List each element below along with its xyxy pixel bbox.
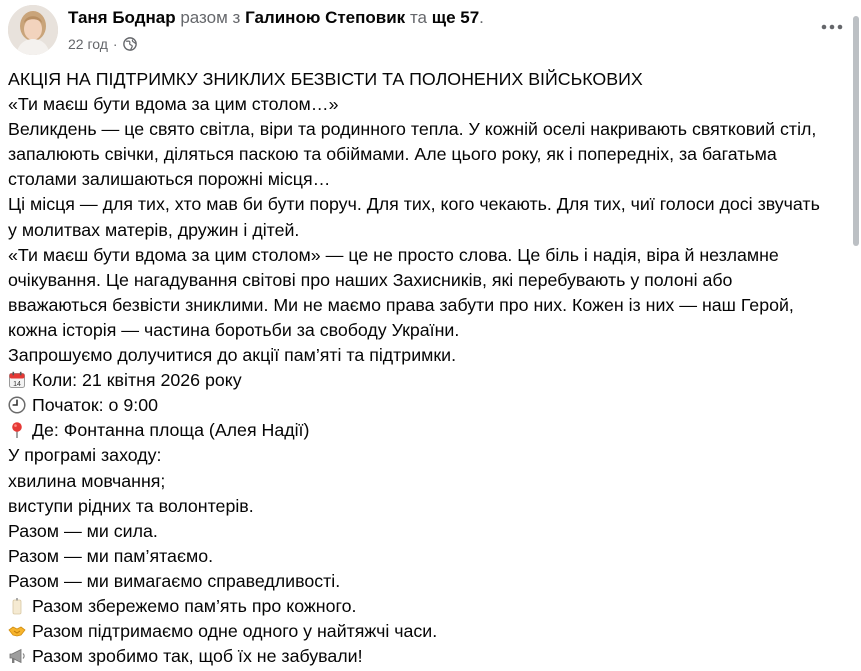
more-horizontal-icon bbox=[821, 24, 843, 30]
pin-icon bbox=[8, 421, 26, 439]
tagged-person[interactable]: Галиною Степовик bbox=[245, 8, 406, 27]
post-header bbox=[0, 0, 861, 64]
post-line: запалюють свічки, діляться паскою та обіймами. Але цього року, як і попередніх, за багатьма bbox=[8, 144, 777, 165]
closing-text: Разом зробимо так, щоб їх не забували! bbox=[32, 646, 363, 667]
candle-icon bbox=[8, 597, 26, 615]
post-line: Запрошуємо долучитися до акції пам’яті та підтримки. bbox=[8, 345, 457, 366]
handshake-icon bbox=[8, 622, 26, 640]
post-meta bbox=[68, 36, 137, 52]
meta-separator: · bbox=[112, 36, 118, 52]
closing-line bbox=[8, 644, 853, 669]
post-line: Ці місця — для тих, хто мав би бути поруч. Для тих, кого чекають. Для тих, чиї голоси досі звучать bbox=[8, 194, 820, 215]
detail-where-text: Де: Фонтанна площа (Алея Надії) bbox=[32, 420, 310, 441]
detail-start-text: Початок: о 9:00 bbox=[32, 395, 158, 416]
detail-when-text: Коли: 21 квітня 2026 року bbox=[32, 370, 242, 391]
post-body bbox=[8, 67, 853, 669]
post-line: вважаються безвісти зниклими. Ми не маємо права забути про них. Кожен із них — наш Герой, bbox=[8, 294, 794, 315]
program-line: виступи рідних та волонтерів. bbox=[8, 495, 254, 516]
avatar-image bbox=[8, 5, 58, 55]
post-title: АКЦІЯ НА ПІДТРИМКУ ЗНИКЛИХ БЕЗВІСТИ ТА ПОЛОНЕНИХ ВІЙСЬКОВИХ bbox=[8, 69, 643, 89]
scrollbar[interactable] bbox=[851, 0, 861, 671]
and-text: та bbox=[409, 8, 427, 27]
closing-text: Разом підтримаємо одне одного у найтяжчі часи. bbox=[32, 621, 438, 642]
author-name[interactable]: Таня Боднар bbox=[68, 8, 176, 27]
post-line: «Ти маєш бути вдома за цим столом» — це не просто слова. Це біль і надія, віра й незламне bbox=[8, 244, 779, 265]
clock-icon bbox=[8, 396, 26, 414]
post-line: столами залишаються порожні місця… bbox=[8, 169, 331, 190]
period: . bbox=[479, 8, 484, 27]
detail-where bbox=[8, 418, 853, 443]
post-line: у молитвах матерів, дружин і дітей. bbox=[8, 219, 300, 240]
author-line bbox=[68, 8, 484, 28]
post-line: очікування. Це нагадування світові про наших Захисників, які перебувають у полоні або bbox=[8, 269, 733, 290]
program-line: Разом — ми сила. bbox=[8, 520, 158, 541]
closing-line bbox=[8, 594, 853, 619]
detail-when bbox=[8, 368, 853, 393]
program-line: Разом — ми вимагаємо справедливості. bbox=[8, 570, 341, 591]
closing-line bbox=[8, 619, 853, 644]
post-line: Великдень — це свято світла, віри та родинного тепла. У кожній оселі накривають святковий стіл, bbox=[8, 119, 817, 140]
closing-text: Разом збережемо пам’ять про кожного. bbox=[32, 595, 357, 616]
calendar-icon bbox=[8, 371, 26, 389]
megaphone-icon bbox=[8, 647, 26, 665]
with-text: разом з bbox=[180, 8, 241, 27]
avatar[interactable] bbox=[8, 5, 58, 55]
globe-icon[interactable] bbox=[123, 37, 137, 51]
others-link[interactable]: ще 57 bbox=[431, 8, 480, 27]
detail-start bbox=[8, 393, 853, 418]
scrollbar-thumb[interactable] bbox=[853, 16, 859, 246]
more-options-button[interactable] bbox=[819, 14, 845, 40]
program-line: Разом — ми пам’ятаємо. bbox=[8, 545, 214, 566]
post-line: «Ти маєш бути вдома за цим столом…» bbox=[8, 94, 339, 115]
svg-text:14: 14 bbox=[13, 381, 21, 389]
timestamp[interactable]: 22 год bbox=[68, 36, 108, 52]
post-line: кожна історія — частина боротьби за свободу України. bbox=[8, 319, 460, 340]
program-line: У програмі заходу: bbox=[8, 445, 162, 466]
program-line: хвилина мовчання; bbox=[8, 470, 166, 491]
